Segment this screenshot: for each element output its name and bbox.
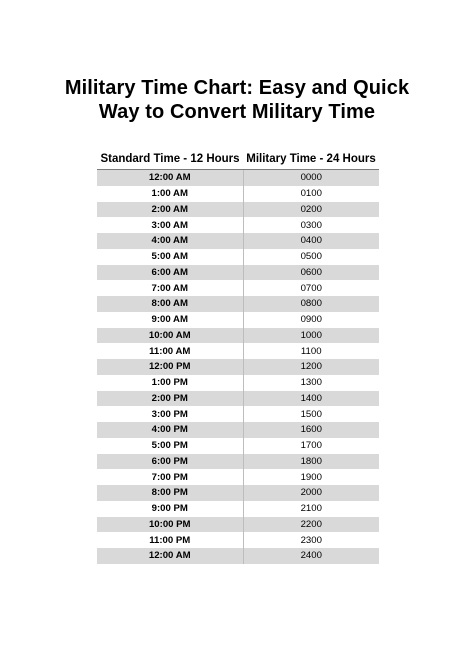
table-row: [97, 485, 379, 501]
military-time-cell: 1500: [243, 406, 379, 422]
standard-time-cell: 2:00 PM: [97, 391, 243, 407]
standard-time-cell: 1:00 PM: [97, 375, 243, 391]
header-standard-time: Standard Time - 12 Hours: [97, 149, 243, 170]
table-row: [97, 469, 379, 485]
military-time-cell: 1000: [243, 328, 379, 344]
table-row: [97, 217, 379, 233]
military-time-cell: 0900: [243, 312, 379, 328]
table-row: [97, 249, 379, 265]
standard-time-cell: 7:00 PM: [97, 469, 243, 485]
table-row: [97, 501, 379, 517]
standard-time-cell: 10:00 AM: [97, 328, 243, 344]
table-row: [97, 170, 379, 186]
table-row: [97, 186, 379, 202]
table-row: [97, 406, 379, 422]
standard-time-cell: 8:00 AM: [97, 296, 243, 312]
military-time-cell: 0300: [243, 217, 379, 233]
standard-time-cell: 9:00 PM: [97, 501, 243, 517]
table-row: [97, 438, 379, 454]
military-time-cell: 1200: [243, 359, 379, 375]
standard-time-cell: 6:00 PM: [97, 454, 243, 470]
header-military-time: Military Time - 24 Hours: [243, 149, 379, 170]
table-row: [97, 343, 379, 359]
military-time-cell: 1600: [243, 422, 379, 438]
table-row: [97, 422, 379, 438]
military-time-cell: 0000: [243, 170, 379, 186]
standard-time-cell: 6:00 AM: [97, 265, 243, 281]
table-row: [97, 280, 379, 296]
table-row: [97, 517, 379, 533]
standard-time-cell: 12:00 AM: [97, 548, 243, 564]
table-row: [97, 359, 379, 375]
table-header-row: [97, 149, 379, 170]
military-time-cell: 2100: [243, 501, 379, 517]
conversion-table: [97, 149, 379, 564]
table-row: [97, 312, 379, 328]
table-row: [97, 391, 379, 407]
military-time-cell: 1300: [243, 375, 379, 391]
table-row: [97, 454, 379, 470]
military-time-cell: 0800: [243, 296, 379, 312]
military-time-cell: 2000: [243, 485, 379, 501]
table-row: [97, 265, 379, 281]
page-title: [0, 76, 474, 124]
standard-time-cell: 12:00 AM: [97, 170, 243, 186]
military-time-cell: 0100: [243, 186, 379, 202]
military-time-cell: 0400: [243, 233, 379, 249]
standard-time-cell: 3:00 PM: [97, 406, 243, 422]
standard-time-cell: 8:00 PM: [97, 485, 243, 501]
table-body: [97, 170, 379, 564]
military-time-cell: 0500: [243, 249, 379, 265]
title-line-1: Military Time Chart: Easy and Quick: [64, 77, 410, 99]
military-time-cell: 0200: [243, 202, 379, 218]
military-time-cell: 1800: [243, 454, 379, 470]
standard-time-cell: 1:00 AM: [97, 186, 243, 202]
standard-time-cell: 4:00 PM: [97, 422, 243, 438]
military-time-cell: 1100: [243, 343, 379, 359]
table-row: [97, 548, 379, 564]
table-row: [97, 328, 379, 344]
standard-time-cell: 2:00 AM: [97, 202, 243, 218]
table-row: [97, 532, 379, 548]
standard-time-cell: 11:00 PM: [97, 532, 243, 548]
standard-time-cell: 10:00 PM: [97, 517, 243, 533]
military-time-cell: 2400: [243, 548, 379, 564]
title-line-2: Way to Convert Military Time: [98, 101, 376, 123]
standard-time-cell: 4:00 AM: [97, 233, 243, 249]
table-row: [97, 202, 379, 218]
military-time-cell: 0700: [243, 280, 379, 296]
standard-time-cell: 7:00 AM: [97, 280, 243, 296]
standard-time-cell: 11:00 AM: [97, 343, 243, 359]
conversion-table-container: [97, 149, 379, 564]
table-row: [97, 375, 379, 391]
military-time-cell: 2200: [243, 517, 379, 533]
standard-time-cell: 12:00 PM: [97, 359, 243, 375]
table-row: [97, 296, 379, 312]
table-row: [97, 233, 379, 249]
military-time-cell: 0600: [243, 265, 379, 281]
standard-time-cell: 5:00 AM: [97, 249, 243, 265]
standard-time-cell: 9:00 AM: [97, 312, 243, 328]
military-time-cell: 2300: [243, 532, 379, 548]
military-time-cell: 1400: [243, 391, 379, 407]
standard-time-cell: 3:00 AM: [97, 217, 243, 233]
standard-time-cell: 5:00 PM: [97, 438, 243, 454]
military-time-cell: 1700: [243, 438, 379, 454]
military-time-cell: 1900: [243, 469, 379, 485]
